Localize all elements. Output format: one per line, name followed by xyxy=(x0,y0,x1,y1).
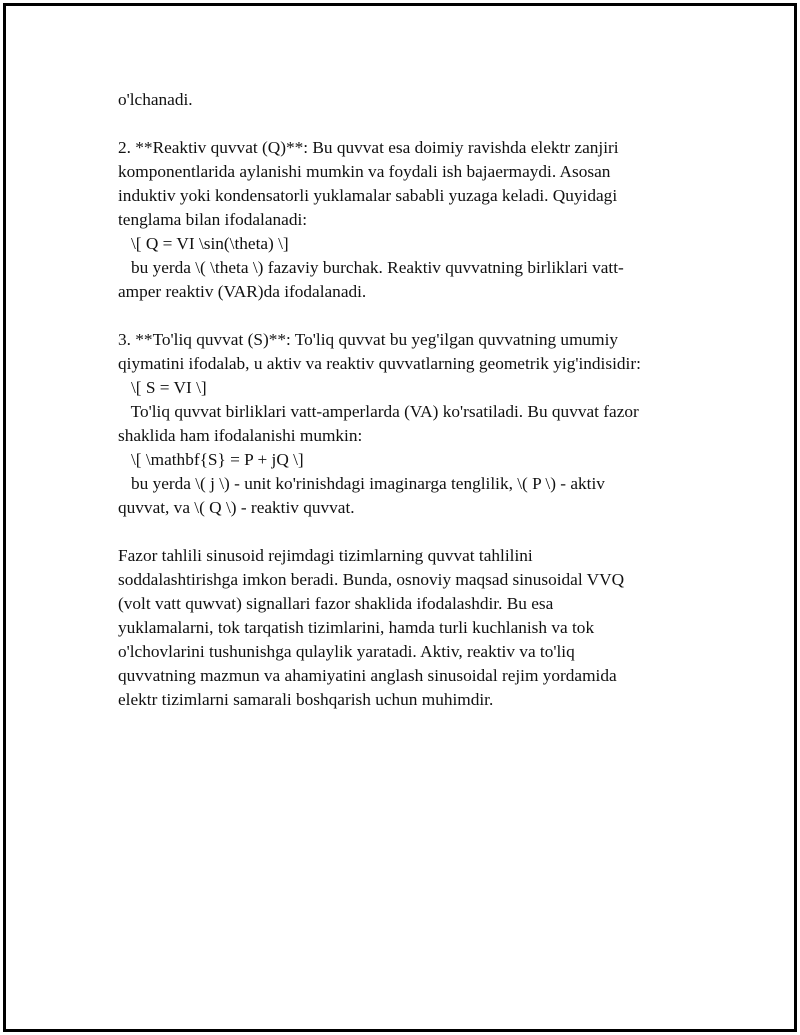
text-line: qiymatini ifodalab, u aktiv va reaktiv quvvatlarning geometrik yig'indisidir: xyxy=(118,354,641,373)
formula-line: \[ Q = VI \sin(\theta) \] xyxy=(118,234,289,253)
text-line: yuklamalarni, tok tarqatish tizimlarini, hamda turli kuchlanish va tok xyxy=(118,618,595,637)
text-line: quvvat, va \( Q \) - reaktiv quvvat. xyxy=(118,498,355,517)
text-line: o'lchanadi. xyxy=(118,90,193,109)
text-line: quvvatning mazmun va ahamiyatini anglash sinusoidal rejim yordamida xyxy=(118,666,617,685)
text-line: komponentlarida aylanishi mumkin va foydali ish bajaermaydi. Asosan xyxy=(118,162,611,181)
text-line: Fazor tahlili sinusoid rejimdagi tizimlarning quvvat tahlilini xyxy=(118,546,533,565)
paragraph-gap xyxy=(118,304,678,328)
text-line: soddalashtirishga imkon beradi. Bunda, osnoviy maqsad sinusoidal VVQ xyxy=(118,570,625,589)
paragraph-gap xyxy=(118,520,678,544)
document-body xyxy=(118,88,678,712)
text-line: 2. **Reaktiv quvvat (Q)**: Bu quvvat esa doimiy ravishda elektr zanjiri xyxy=(118,138,619,157)
text-line: induktiv yoki kondensatorli yuklamalar sababli yuzaga keladi. Quyidagi xyxy=(118,186,618,205)
formula-line: \[ S = VI \] xyxy=(118,378,207,397)
text-line: To'liq quvvat birliklari vatt-amperlarda (VA) ko'rsatiladi. Bu quvvat fazor xyxy=(118,402,639,421)
text-line: elektr tizimlarni samarali boshqarish uchun muhimdir. xyxy=(118,690,494,709)
text-line: tenglama bilan ifodalanadi: xyxy=(118,210,308,229)
text-line: amper reaktiv (VAR)da ifodalanadi. xyxy=(118,282,367,301)
formula-line: \[ \mathbf{S} = P + jQ \] xyxy=(118,450,304,469)
text-line: bu yerda \( \theta \) fazaviy burchak. Reaktiv quvvatning birliklari vatt- xyxy=(118,258,624,277)
text-line: o'lchovlarini tushunishga qulaylik yaratadi. Aktiv, reaktiv va to'liq xyxy=(118,642,575,661)
text-line: bu yerda \( j \) - unit ko'rinishdagi imaginarga tenglilik, \( P \) - aktiv xyxy=(118,474,605,493)
text-line: 3. **To'liq quvvat (S)**: To'liq quvvat bu yeg'ilgan quvvatning umumiy xyxy=(118,330,619,349)
text-line: (volt vatt quwvat) signallari fazor shaklida ifodalashdir. Bu esa xyxy=(118,594,554,613)
text-line: shaklida ham ifodalanishi mumkin: xyxy=(118,426,363,445)
paragraph-gap xyxy=(118,112,678,136)
